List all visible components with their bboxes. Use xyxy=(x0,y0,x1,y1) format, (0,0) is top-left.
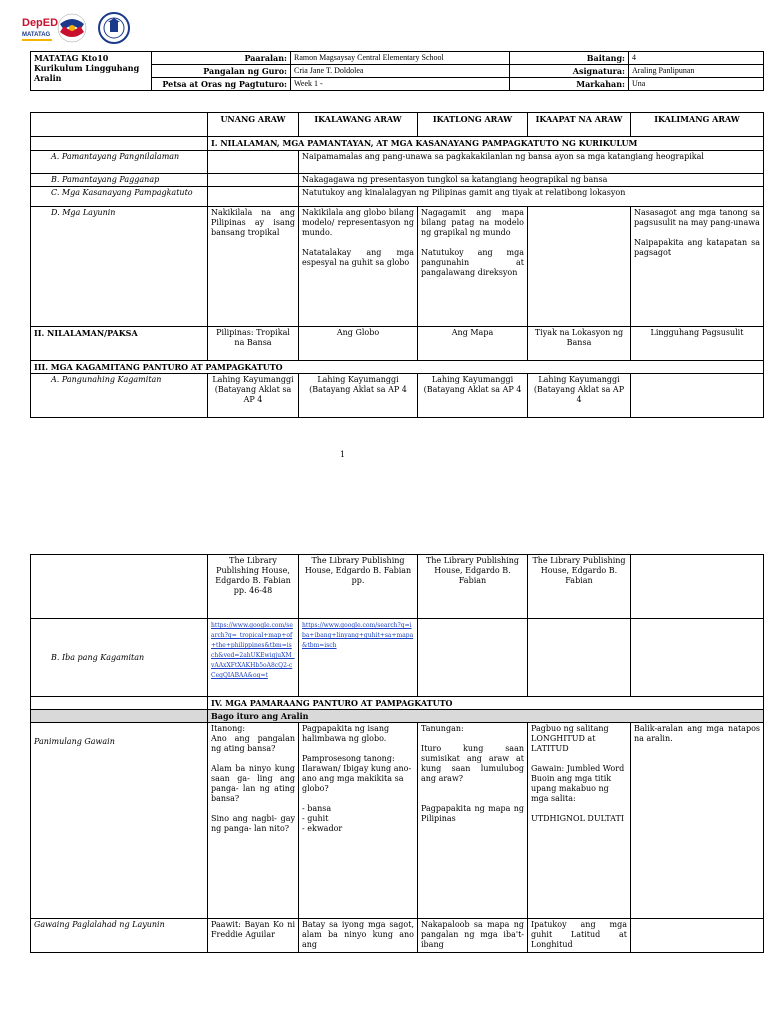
guro-label: Pangalan ng Guro: xyxy=(152,65,291,78)
panimulang-gawain-label: Panimulang Gawain xyxy=(31,723,208,919)
header-table xyxy=(30,51,764,91)
topic-day1: Pilipinas: Tropikal na Bansa xyxy=(208,327,299,361)
kagamitan-day1: Lahing Kayumanggi (Batayang Aklat sa AP 4 xyxy=(208,374,299,418)
lesson-plan-table-page1 xyxy=(30,112,764,418)
section1-title: I. NILALAMAN, MGA PAMANTAYAN, AT MGA KASANAYANG PAMPAGKATUTO NG KURIKULUM xyxy=(208,137,764,151)
baitang-label: Baitang: xyxy=(510,52,629,65)
paaralan-label: Paaralan: xyxy=(152,52,291,65)
topic-day5: Lingguhang Pagsusulit xyxy=(631,327,764,361)
deped-logos xyxy=(22,12,132,46)
panimula-day2: Pagpapakita ng isang halimbawa ng globo. Pamprosesong tanong: Ilarawan/ Ibigay kung ano-ano ang mga makikita sa globo? - bansa - guhit - ekwador xyxy=(299,723,418,919)
link-day2[interactable] xyxy=(299,619,418,697)
markahan-value: Una xyxy=(629,78,764,91)
layunin-day3: Nagagamit ang mapa bilang patag na modelo ng grapikal ng mundo Natutukoy ang mga pangunahin at pangalawang direksyon xyxy=(418,207,528,327)
kasanayang-pampagkatuto-value: Natutukoy ang kinalalagyan ng Pilipinas gamit ang tiyak at relatibong lokasyon xyxy=(299,187,764,207)
link-day1[interactable] xyxy=(208,619,299,697)
pamantayang-pangnilalaman-label: A. Pamantayang Pangnilalaman xyxy=(31,151,208,174)
day2-header: IKALAWANG ARAW xyxy=(299,113,418,137)
petsa-value: Week 1 - xyxy=(291,78,510,91)
section2-title: II. NILALAMAN/PAKSA xyxy=(31,327,208,361)
page-number: 1 xyxy=(340,450,346,459)
day3-header: IKATLONG ARAW xyxy=(418,113,528,137)
paglalahad-layunin-label: Gawaing Paglalahad ng Layunin xyxy=(31,919,208,953)
publisher-day3: The Library Publishing House, Edgardo B. Fabian xyxy=(418,555,528,619)
layunin-day1: Nakikilala na ang Pilipinas ay isang bansang tropikal xyxy=(208,207,299,327)
section4-title: IV. MGA PAMARAANG PANTURO AT PAMPAGKATUTO xyxy=(208,697,764,710)
asignatura-value: Araling Panlipunan xyxy=(629,65,764,78)
deped-seal xyxy=(99,13,129,43)
panimula-day3: Tanungan: Ituro kung saan sumisikat ang araw at kung saan lumulubog ang araw? Pagpapakita ng mapa ng Pilipinas xyxy=(418,723,528,919)
mga-layunin-label: D. Mga Layunin xyxy=(31,207,208,327)
topic-day3: Ang Mapa xyxy=(418,327,528,361)
pamantayang-pagganap-value: Nakagagawa ng presentasyon tungkol sa katangiang heograpikal ng bansa xyxy=(299,174,764,187)
kasanayang-pampagkatuto-label: C. Mga Kasanayang Pampagkatuto xyxy=(31,187,208,207)
markahan-label: Markahan: xyxy=(510,78,629,91)
paaralan-value: Ramon Magsaysay Central Elementary School xyxy=(291,52,510,65)
panimula-day5: Balik-aralan ang mga natapos na aralin. xyxy=(631,723,764,919)
guro-value: Cria Jane T. Doldolea xyxy=(291,65,510,78)
kagamitan-day3: Lahing Kayumanggi (Batayang Aklat sa AP 4 xyxy=(418,374,528,418)
pamantayang-pagganap-label: B. Pamantayang Pagganap xyxy=(31,174,208,187)
topic-day4: Tiyak na Lokasyon ng Bansa xyxy=(528,327,631,361)
publisher-day1: The Library Publishing House, Edgardo B. Fabian pp. 46-48 xyxy=(208,555,299,619)
bago-ituro-title: Bago ituro ang Aralin xyxy=(208,710,764,723)
layunin-day5: Nasasagot ang mga tanong sa pagsusulit na may pang-unawa Naipapakita ang katapatan sa pagsagot xyxy=(631,207,764,327)
layunin-gawain-day1: Paawit: Bayan Ko ni Freddie Aguilar xyxy=(208,919,299,953)
kurikulum-title: MATATAG Kto10 Kurikulum Lingguhang Aralin xyxy=(31,52,152,91)
lesson-plan-table-page2 xyxy=(30,554,764,953)
layunin-day2: Nakikilala ang globo bilang modelo/ representasyon ng mundo. Natatalakay ang mga espesyal na guhit sa globo xyxy=(299,207,418,327)
topic-day2: Ang Globo xyxy=(299,327,418,361)
google-link-1[interactable]: https://www.google.com/search?q=_tropical+map+of+the+philippines&tbm=isch&ved=2ahUKEwigjuXM_vAAxXFtXAKHb5oA8cQ2-cCegQIABAA&oq=t xyxy=(211,622,295,679)
day5-header: IKALIMANG ARAW xyxy=(631,113,764,137)
kagamitan-day2: Lahing Kayumanggi (Batayang Aklat sa AP 4 xyxy=(299,374,418,418)
pamantayang-pangnilalaman-value: Naipamamalas ang pang-unawa sa pagkakakilanlan ng bansa ayon sa mga katangiang heograpikal xyxy=(299,151,764,174)
layunin-day4 xyxy=(528,207,631,327)
bagong-pilipinas-logo xyxy=(58,14,86,42)
layunin-gawain-day2: Batay sa iyong mga sagot, alam ba ninyo kung ano ang xyxy=(299,919,418,953)
google-link-2[interactable]: https://www.google.com/search?q=iba+ibang+linyang+guhit+sa+mapa&tbm=isch xyxy=(302,622,414,649)
publisher-day4: The Library Publishing House, Edgardo B. Fabian xyxy=(528,555,631,619)
pangunahing-kagamitan-label: A. Pangunahing Kagamitan xyxy=(31,374,208,418)
baitang-value: 4 xyxy=(629,52,764,65)
publisher-day2: The Library Publishing House, Edgardo B. Fabian pp. xyxy=(299,555,418,619)
panimula-day4: Pagbuo ng salitang LONGHITUD at LATITUD Gawain: Jumbled Word Buoin ang mga titik upang makabuo ng mga salita: UTDHIGNOL DULTATI xyxy=(528,723,631,919)
petsa-label: Petsa at Oras ng Pagtuturo: xyxy=(152,78,291,91)
layunin-gawain-day4: Ipatukoy ang mga guhit Latitud at Longhitud xyxy=(528,919,631,953)
matatag-logo-text: MATATAG xyxy=(22,32,51,38)
iba-pang-kagamitan-label: B. Iba pang Kagamitan xyxy=(31,619,208,697)
deped-logo-text: DepED xyxy=(22,17,59,29)
day4-header: IKAAPAT NA ARAW xyxy=(528,113,631,137)
kagamitan-day4: Lahing Kayumanggi (Batayang Aklat sa AP 4 xyxy=(528,374,631,418)
section3-title: III. MGA KAGAMITANG PANTURO AT PAMPAGKATUTO xyxy=(31,361,764,374)
layunin-gawain-day3: Nakapaloob sa mapa ng pangalan ng mga iba't-ibang xyxy=(418,919,528,953)
day1-header: UNANG ARAW xyxy=(208,113,299,137)
asignatura-label: Asignatura: xyxy=(510,65,629,78)
panimula-day1: Itanong: Ano ang pangalan ng ating bansa? Alam ba ninyo kung saan ga- ling ang panga- lan ng ating bansa? Sino ang nagbi- gay ng panga- lan nito? xyxy=(208,723,299,919)
